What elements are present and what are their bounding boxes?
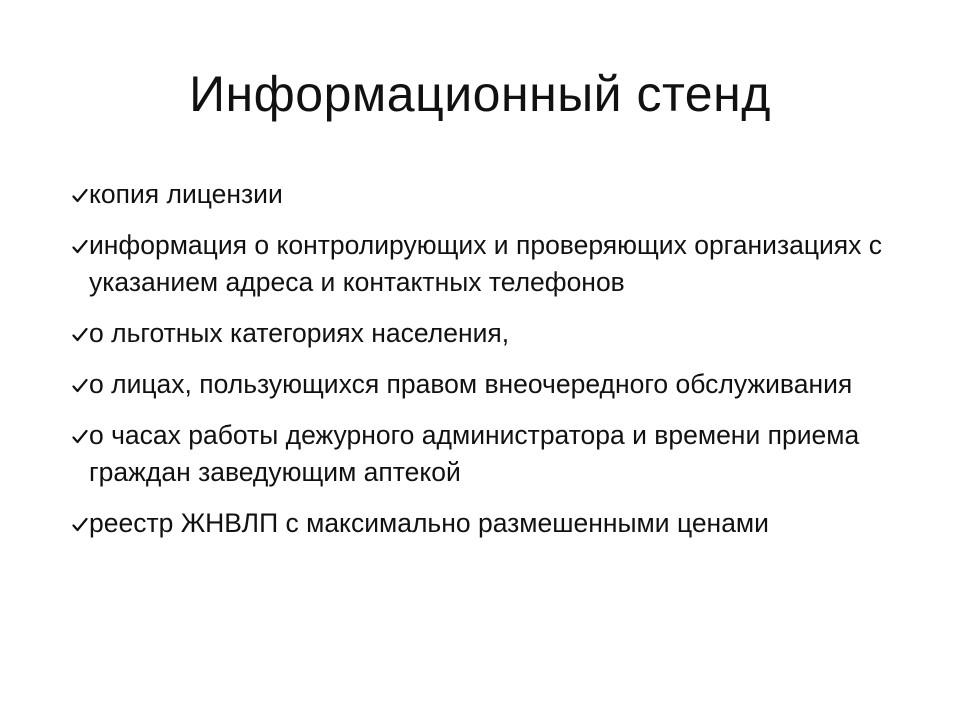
bullet-text: копия лицензии bbox=[89, 179, 283, 209]
checkmark-icon bbox=[72, 327, 88, 343]
checkmark-icon bbox=[72, 429, 88, 445]
checkmark-icon bbox=[72, 517, 88, 533]
bullet-item bbox=[72, 315, 912, 352]
bullet-text: о часах работы дежурного администратора и времени приема граждан заведующим аптекой bbox=[89, 420, 860, 487]
checkmark-icon bbox=[72, 378, 88, 394]
bullet-text: о льготных категориях населения, bbox=[89, 318, 510, 348]
bullet-text: информация о контролирующих и проверяющих организациях с указанием адреса и контактных телефонов bbox=[89, 230, 883, 297]
slide-title: Информационный стенд bbox=[189, 66, 771, 122]
bullet-item bbox=[72, 417, 912, 491]
bullet-list bbox=[72, 176, 912, 556]
bullet-text: реестр ЖНВЛП с максимально размешенными ценами bbox=[89, 508, 769, 538]
bullet-item bbox=[72, 366, 912, 403]
bullet-item bbox=[72, 227, 912, 301]
checkmark-icon bbox=[72, 239, 88, 255]
bullet-item bbox=[72, 176, 912, 213]
bullet-text: о лицах, пользующихся правом внеочередного обслуживания bbox=[89, 369, 853, 399]
checkmark-icon bbox=[72, 188, 88, 204]
bullet-item bbox=[72, 505, 912, 542]
